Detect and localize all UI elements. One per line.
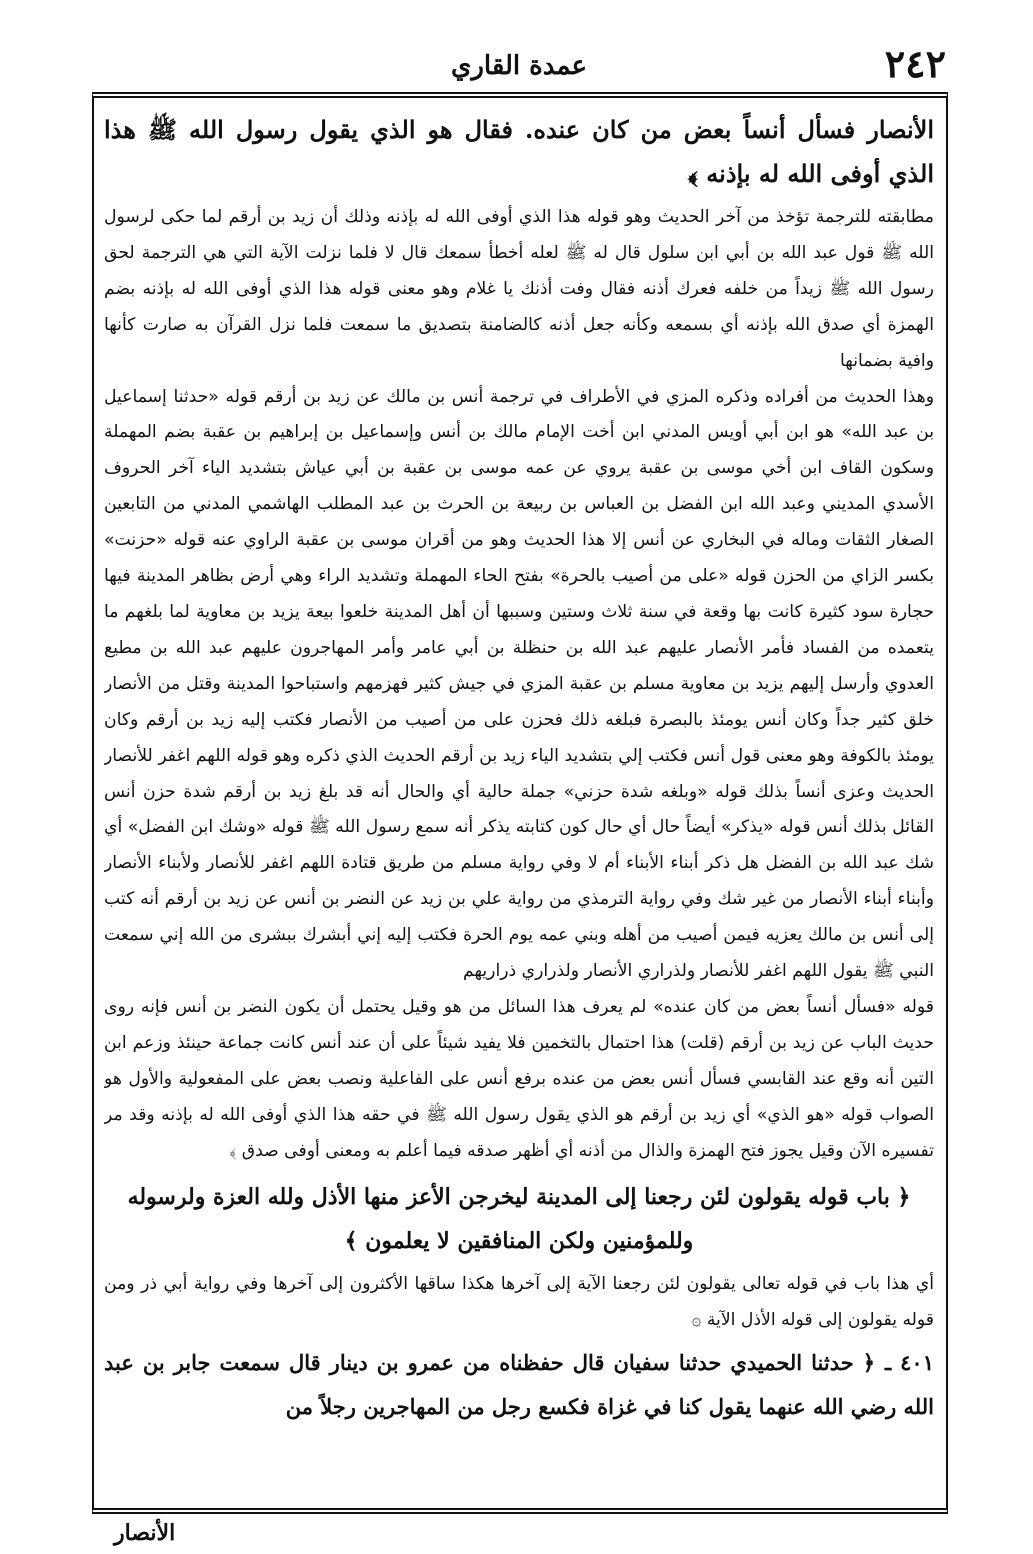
chapter-commentary: أي هذا باب في قوله تعالى يقولون لئن رجعنا الآية إلى آخرها هكذا ساقها الأكثرون إلى آخرها وفي رواية أبي ذر ومن قوله يقولون إلى قوله الأذل الآية ۞	[104, 1274, 934, 1331]
page-body	[104, 108, 934, 1508]
chapter-heading: ﴿ باب قوله يقولون لئن رجعنا إلى المدينة ليخرجن الأعز منها الأذل ولله العزة ولرسوله وللمؤمنين ولكن المنافقين لا يعلمون ﴾	[127, 1184, 911, 1255]
hadith-entry	[104, 1341, 934, 1429]
running-title: عمدة القاري	[451, 51, 587, 81]
hadith-number: ٤٠١ ـ	[885, 1350, 934, 1376]
commentary-paragraph: وهذا الحديث من أفراده وذكره المزي في الأطراف في ترجمة أنس بن مالك عن زيد بن أرقم قوله «حدثنا إسماعيل بن عبد الله» هو ابن أبي أويس المدني ابن أخت الإمام مالك بن أنس وإسماعيل بن إبراهيم بن عقبة بضم المهملة وسكون القاف ابن أخي موسى بن عقبة يروي عن عمه موسى بن عقبة بن أبي عياش بتشديد الياء آخر الحروف الأسدي المديني وعبد الله ابن الفضل بن العباس بن ربيعة بن الحرث بن عبد المطلب الهاشمي المدني من التابعين الصغار الثقات وماله في البخاري عن أنس إلا هذا الحديث وهو من أقران موسى بن عقبة الراوي عنه قوله «حزنت» بكسر الزاي من الحزن قوله «على من أصيب بالحرة» بفتح الحاء المهملة وتشديد الراء وهي أرض بظاهر المدينة فيها حجارة سود كثيرة كانت بها وقعة في سنة ثلاث وستين وسببها أن أهل المدينة خلعوا بيعة يزيد بن معاوية لما بلغهم ما يتعمده من الفساد فأمر الأنصار عليهم عبد الله بن حنظلة بن أبي عامر وأمر المهاجرون عليهم عبد الله بن مطيع العدوي وأرسل إليهم يزيد بن معاوية مسلم بن عقبة المزي في جيش كثير فهزمهم واستباحوا المدينة وقتل من الأنصار خلق كثير جداً وكان أنس يومئذ بالبصرة فبلغه ذلك فحزن على من أصيب من الأنصار فكتب إليه زيد بن أرقم وكان يومئذ بالكوفة وهو معنى قول أنس فكتب إلي بتشديد الياء زيد بن أرقم الحديث الذي ذكره وهو قوله اللهم اغفر للأنصار الحديث وعزى أنساً بذلك قوله «وبلغه شدة حزني» جملة حالية أي والحال أنه قد بلغ زيد بن أرقم شدة حزن أنس القائل بذلك أنس قوله «يذكر» أيضاً حال أي حال كون كتابته يذكر أنه سمع رسول الله ﷺ قوله «وشك ابن الفضل» أي شك عبد الله بن الفضل هل ذكر أبناء الأبناء أم لا وفي رواية مسلم من طريق قتادة اللهم اغفر للأنصار ولأبناء الأنصار وأبناء أبناء الأنصار من غير شك وفي رواية الترمذي من رواية علي بن زيد عن النضر بن أنس عن زيد بن أرقم أنه كتب إلى أنس بن مالك يعزيه فيمن أصيب من أهله وبني عمه يوم الحرة فكتب إليه إني أبشرك ببشرى من الله إني سمعت النبي ﷺ يقول اللهم اغفر للأنصار ولذراري الأنصار ولذراري ذراريهم	[104, 386, 934, 982]
hadith-text: ﴿ حدثنا الحميدي حدثنا سفيان قال حفظناه من عمرو بن دينار قال سمعت جابر بن عبد الله رضي الله عنهما يقول كنا في غزاة فكسع رجل من المهاجرين رجلاً من	[104, 1350, 934, 1420]
commentary-paragraph: قوله «فسأل أنساً بعض من كان عنده» لم يعرف هذا السائل من هو وقيل يحتمل أن يكون النضر بن أنس فإنه روى حديث الباب عن زيد بن أرقم (قلت) هذا احتمال بالتخمين فلا يفيد شيئاً على أن عند أنس كانت جماعة حينئذ وزعم ابن التين أنه وقع عند القابسي فسأل أنس بعض من عنده برفع أنس على الفاعلية ونصب بعض على المفعولية والأول هو الصواب قوله «هو الذي» أي زيد بن أرقم هو الذي يقول رسول الله ﷺ في حقه هذا الذي أوفى الله له بإذنه وقد مر تفسيره الآن وقيل يجوز فتح الهمزة والذال من أذنه أي أظهر صدقه فيما أعلم به ومعنى أوفى صدق ﴾	[104, 996, 934, 1161]
commentary-paragraph: مطابقته للترجمة تؤخذ من آخر الحديث وهو قوله هذا الذي أوفى الله له بإذنه وذلك أن زيد بن أرقم لما حكى لرسول الله ﷺ قول عبد الله بن أبي ابن سلول قال له ﷺ لعله أخطأ سمعك قال لا فلما نزلت الآية التي هي الترجمة لحق رسول الله ﷺ زيداً من خلفه فعرك أذنه فقال وفت أذنك يا غلام وهو معنى قوله هذا الذي أوفى الله له بإذنه بضم الهمزة أي صدق الله بإذنه أي بسمعه وكأنه جعل أذنه كالضامنة بتصديق ما سمعت فلما نزل القرآن به صارت كأنها وافية بضمانها	[104, 207, 934, 371]
catchword: الأنصار	[114, 1520, 176, 1546]
hadith-quote-continuation: الأنصار فسأل أنساً بعض من كان عنده. فقال هو الذي يقول رسول الله ﷺ هذا الذي أوفى الله له بإذنه ﴾	[104, 115, 934, 188]
page-number: ٢٤٢	[884, 41, 946, 86]
page-header	[92, 41, 946, 88]
